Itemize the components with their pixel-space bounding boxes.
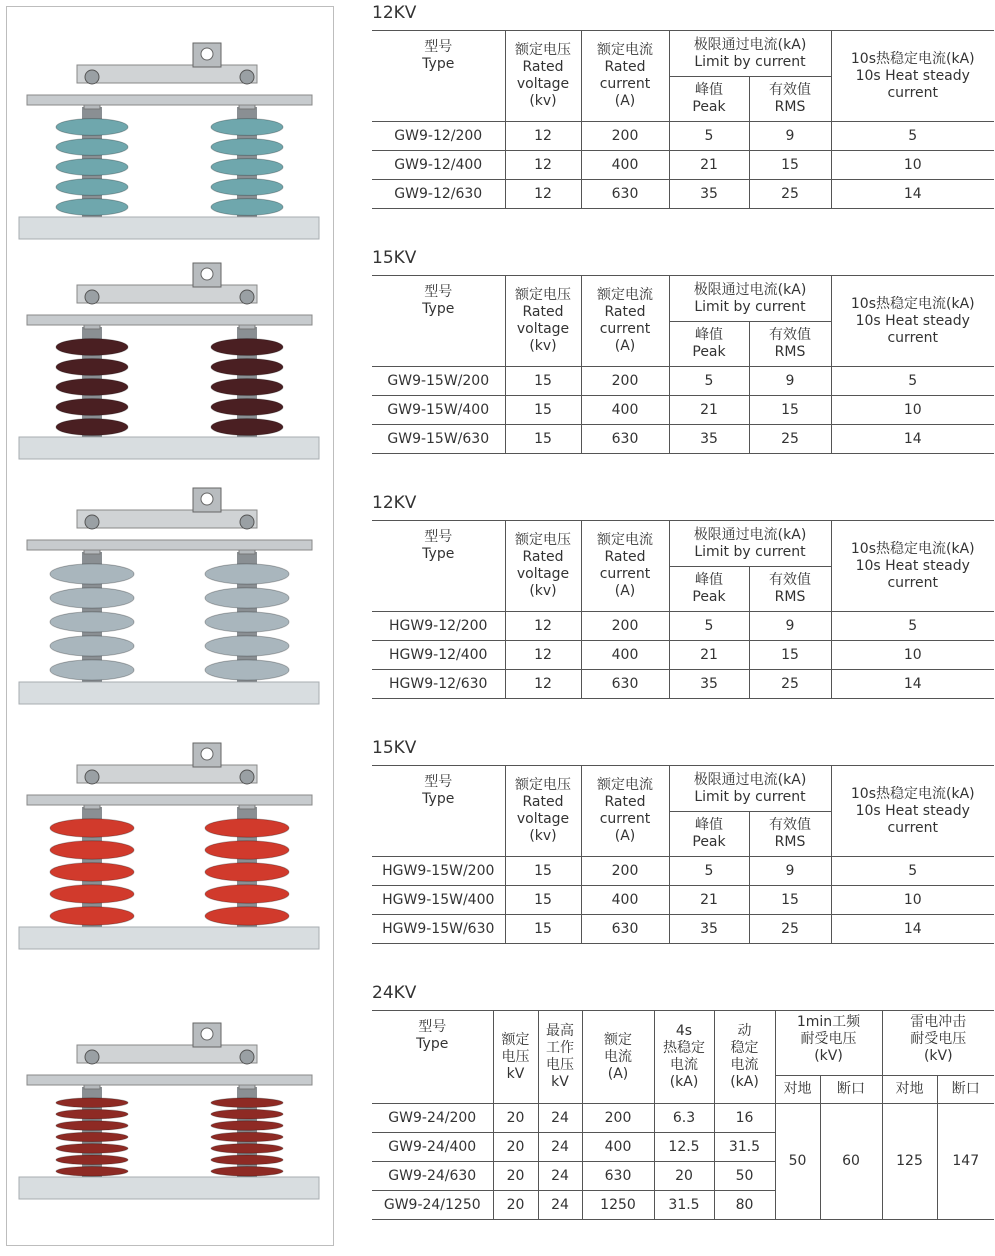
insulator-shed [56, 359, 128, 376]
table-cell: 5 [669, 122, 749, 151]
table-cell: 50 [714, 1162, 775, 1191]
table-cell: GW9-24/630 [372, 1162, 493, 1191]
table-cell: 12 [505, 122, 581, 151]
insulator-shed [211, 399, 283, 416]
insulator-shed [56, 1121, 128, 1131]
insulator-shed [205, 863, 289, 881]
insulator-shed [211, 199, 283, 216]
insulator-shed [50, 885, 134, 903]
contact-blade [77, 510, 257, 528]
table-cell: 15 [749, 886, 831, 915]
table-cell: 5 [669, 367, 749, 396]
hinge-bolt [240, 290, 254, 304]
table-cell: 14 [831, 180, 994, 209]
hook-hole [201, 268, 213, 280]
section-title: 12KV [372, 493, 417, 513]
table-cell: 200 [582, 1104, 654, 1133]
table-cell: GW9-12/400 [372, 151, 505, 180]
insulator-shed [56, 1144, 128, 1154]
table-cell: 25 [749, 180, 831, 209]
table-cell: 15 [749, 396, 831, 425]
header-rated-voltage: 额定 电压 kV [493, 1011, 538, 1104]
table-cell: 24 [538, 1133, 582, 1162]
insulator-shed [205, 612, 289, 632]
table-cell: 6.3 [654, 1104, 714, 1133]
insulator-shed [211, 359, 283, 376]
table-cell: 15 [749, 151, 831, 180]
header-rated-current: 额定电流 Rated current (A) [581, 521, 669, 612]
table-cell: 20 [654, 1162, 714, 1191]
table-cell: HGW9-15W/400 [372, 886, 505, 915]
insulator-shed [50, 564, 134, 584]
table-row [372, 886, 994, 915]
table-cell: 31.5 [654, 1191, 714, 1220]
insulator-shed [211, 339, 283, 356]
table-cell: 12 [505, 670, 581, 699]
table-cell: 31.5 [714, 1133, 775, 1162]
table-cell: GW9-15W/630 [372, 425, 505, 454]
product-photo-panel [6, 6, 334, 1246]
header-peak: 峰值 Peak [669, 77, 749, 122]
contact-blade [77, 285, 257, 303]
table-cell: 80 [714, 1191, 775, 1220]
table-cell: 5 [831, 612, 994, 641]
insulator-shed [205, 636, 289, 656]
insulator-shed [205, 588, 289, 608]
table-cell: 9 [749, 857, 831, 886]
table-cell: 15 [505, 396, 581, 425]
header-type: 型号 Type [372, 276, 505, 367]
table-cell: 20 [493, 1162, 538, 1191]
header-power-freq: 1min工频 耐受电压 (kV) [775, 1011, 882, 1076]
hinge-bolt [85, 515, 99, 529]
table-cell: 20 [493, 1104, 538, 1133]
table-cell: 9 [749, 122, 831, 151]
table-cell: 5 [831, 857, 994, 886]
product-photo-1 [7, 37, 335, 247]
table-row [372, 151, 994, 180]
table-cell: 25 [749, 670, 831, 699]
hinge-bolt [240, 770, 254, 784]
table-cell: 24 [538, 1162, 582, 1191]
header-rated-current: 额定电流 Rated current (A) [581, 766, 669, 857]
table-cell: 14 [831, 670, 994, 699]
base-channel [19, 927, 319, 949]
header-rated-voltage: 额定电压 Rated voltage (kv) [505, 521, 581, 612]
table-cell: 630 [581, 425, 669, 454]
table-cell: 630 [581, 915, 669, 944]
table-cell: 5 [831, 367, 994, 396]
table-cell: 9 [749, 367, 831, 396]
hinge-bolt [85, 770, 99, 784]
insulator-shed [50, 612, 134, 632]
terminal-bar [27, 95, 312, 105]
table-cell: 10 [831, 886, 994, 915]
shared-cell: 125 [882, 1104, 937, 1220]
insulator-shed [50, 841, 134, 859]
base-channel [19, 1177, 319, 1199]
section-title: 12KV [372, 3, 417, 23]
header-rms: 有效值 RMS [749, 567, 831, 612]
table-cell: 24 [538, 1191, 582, 1220]
insulator-shed [50, 863, 134, 881]
table-row [372, 915, 994, 944]
table-cell: 10 [831, 151, 994, 180]
table-cell: HGW9-12/400 [372, 641, 505, 670]
header-type: 型号 Type [372, 766, 505, 857]
table-cell: 35 [669, 180, 749, 209]
header-rms: 有效值 RMS [749, 322, 831, 367]
table-cell: 630 [582, 1162, 654, 1191]
table-cell: 200 [581, 612, 669, 641]
header-lightning: 雷电冲击 耐受电压 (kV) [882, 1011, 994, 1076]
table-cell: 35 [669, 425, 749, 454]
hook-hole [201, 1028, 213, 1040]
table-cell: 5 [831, 122, 994, 151]
table-cell: 400 [581, 396, 669, 425]
base-channel [19, 217, 319, 239]
header-type: 型号 Type [372, 521, 505, 612]
terminal-bar [27, 540, 312, 550]
spec-table [372, 765, 994, 944]
header-max-voltage: 最高 工作 电压 kV [538, 1011, 582, 1104]
table-cell: GW9-12/200 [372, 122, 505, 151]
insulator-shed [211, 1098, 283, 1108]
table-cell: 20 [493, 1133, 538, 1162]
header-heat-steady: 10s热稳定电流(kA) 10s Heat steady current [831, 766, 994, 857]
table-cell: 5 [669, 857, 749, 886]
contact-blade [77, 1045, 257, 1063]
table-row [372, 367, 994, 396]
table-cell: 16 [714, 1104, 775, 1133]
insulator-shed [56, 1155, 128, 1165]
table-cell: 25 [749, 425, 831, 454]
table-cell: 21 [669, 886, 749, 915]
insulator-shed [205, 907, 289, 925]
table-cell: HGW9-12/200 [372, 612, 505, 641]
table-cell: GW9-12/630 [372, 180, 505, 209]
header-4s-heat: 4s 热稳定 电流 (kA) [654, 1011, 714, 1104]
insulator-shed [211, 159, 283, 176]
contact-blade [77, 765, 257, 783]
table-cell: 200 [581, 122, 669, 151]
section-title: 24KV [372, 983, 417, 1003]
insulator-shed [56, 199, 128, 216]
header-rated-current: 额定电流 Rated current (A) [581, 276, 669, 367]
terminal-bar [27, 1075, 312, 1085]
insulator-shed [211, 379, 283, 396]
header-heat-steady: 10s热稳定电流(kA) 10s Heat steady current [831, 276, 994, 367]
table-cell: 10 [831, 641, 994, 670]
header-rated-current: 额定电流 Rated current (A) [581, 31, 669, 122]
insulator-shed [56, 419, 128, 436]
hinge-bolt [240, 515, 254, 529]
table-cell: 21 [669, 151, 749, 180]
table-cell: GW9-15W/400 [372, 396, 505, 425]
insulator-shed [211, 1166, 283, 1176]
table-cell: HGW9-15W/200 [372, 857, 505, 886]
table-cell: GW9-15W/200 [372, 367, 505, 396]
header-peak: 峰值 Peak [669, 812, 749, 857]
header-heat-steady: 10s热稳定电流(kA) 10s Heat steady current [831, 31, 994, 122]
section-title: 15KV [372, 738, 417, 758]
base-channel [19, 682, 319, 704]
table-cell: 200 [581, 857, 669, 886]
table-row [372, 122, 994, 151]
hinge-bolt [240, 70, 254, 84]
table-row [372, 857, 994, 886]
insulator-shed [211, 139, 283, 156]
insulator-shed [56, 1098, 128, 1108]
table-cell: 630 [581, 180, 669, 209]
table-cell: GW9-24/200 [372, 1104, 493, 1133]
base-channel [19, 437, 319, 459]
header-rated-voltage: 额定电压 Rated voltage (kv) [505, 276, 581, 367]
header-to-ground: 对地 [882, 1076, 937, 1104]
header-limit-current: 极限通过电流(kA) Limit by current [669, 521, 831, 567]
insulator-shed [56, 119, 128, 136]
header-type: 型号 Type [372, 1011, 493, 1104]
table-cell: 12 [505, 151, 581, 180]
product-photo-3 [7, 482, 335, 712]
header-limit-current: 极限通过电流(kA) Limit by current [669, 276, 831, 322]
table-cell: 21 [669, 396, 749, 425]
insulator-shed [205, 819, 289, 837]
insulator-shed [56, 179, 128, 196]
shared-cell: 60 [820, 1104, 882, 1220]
header-limit-current: 极限通过电流(kA) Limit by current [669, 31, 831, 77]
header-rated-current: 额定 电流 (A) [582, 1011, 654, 1104]
insulator-shed [56, 379, 128, 396]
table-cell: 400 [581, 886, 669, 915]
insulator-shed [205, 660, 289, 680]
table-cell: 15 [505, 367, 581, 396]
table-cell: 400 [581, 151, 669, 180]
table-row [372, 425, 994, 454]
hinge-bolt [85, 290, 99, 304]
table-cell: GW9-24/400 [372, 1133, 493, 1162]
insulator-shed [56, 159, 128, 176]
table-cell: 15 [505, 857, 581, 886]
table-cell: 15 [505, 886, 581, 915]
table-cell: 5 [669, 612, 749, 641]
contact-blade [77, 65, 257, 83]
table-cell: 15 [505, 425, 581, 454]
table-cell: 21 [669, 641, 749, 670]
insulator-shed [211, 179, 283, 196]
hinge-bolt [85, 70, 99, 84]
table-cell: 10 [831, 396, 994, 425]
header-limit-current: 极限通过电流(kA) Limit by current [669, 766, 831, 812]
section-title: 15KV [372, 248, 417, 268]
insulator-shed [205, 885, 289, 903]
insulator-shed [56, 1166, 128, 1176]
table-cell: 24 [538, 1104, 582, 1133]
terminal-bar [27, 315, 312, 325]
table-row [372, 641, 994, 670]
table-cell: 400 [581, 641, 669, 670]
table-cell: 14 [831, 425, 994, 454]
header-rms: 有效值 RMS [749, 812, 831, 857]
shared-cell: 147 [937, 1104, 994, 1220]
table-cell: GW9-24/1250 [372, 1191, 493, 1220]
header-peak: 峰值 Peak [669, 322, 749, 367]
table-cell: 12 [505, 612, 581, 641]
table-cell: 25 [749, 915, 831, 944]
insulator-shed [56, 139, 128, 156]
insulator-shed [56, 399, 128, 416]
insulator-shed [50, 660, 134, 680]
header-across: 断口 [937, 1076, 994, 1104]
header-rated-voltage: 额定电压 Rated voltage (kv) [505, 31, 581, 122]
header-rated-voltage: 额定电压 Rated voltage (kv) [505, 766, 581, 857]
table-cell: 15 [749, 641, 831, 670]
insulator-shed [211, 1155, 283, 1165]
table-cell: 1250 [582, 1191, 654, 1220]
hinge-bolt [85, 1050, 99, 1064]
table-cell: 400 [582, 1133, 654, 1162]
header-heat-steady: 10s热稳定电流(kA) 10s Heat steady current [831, 521, 994, 612]
table-row [372, 612, 994, 641]
insulator-shed [56, 1109, 128, 1119]
product-photo-4 [7, 737, 335, 957]
table-cell: 12 [505, 641, 581, 670]
insulator-shed [50, 819, 134, 837]
table-cell: 12.5 [654, 1133, 714, 1162]
table-cell: 200 [581, 367, 669, 396]
insulator-shed [211, 1121, 283, 1131]
insulator-shed [211, 419, 283, 436]
table-cell: 15 [505, 915, 581, 944]
insulator-shed [205, 564, 289, 584]
product-photo-5 [7, 1017, 335, 1207]
header-to-ground: 对地 [775, 1076, 820, 1104]
table-cell: 14 [831, 915, 994, 944]
hook-hole [201, 48, 213, 60]
table-cell: HGW9-15W/630 [372, 915, 505, 944]
table-row [372, 1104, 994, 1133]
table-row [372, 670, 994, 699]
product-photo-2 [7, 257, 335, 467]
table-row [372, 396, 994, 425]
spec-table-24kv [372, 1010, 994, 1220]
table-cell: 20 [493, 1191, 538, 1220]
insulator-shed [211, 1132, 283, 1142]
shared-cell: 50 [775, 1104, 820, 1220]
insulator-shed [56, 1132, 128, 1142]
insulator-shed [50, 907, 134, 925]
hook-hole [201, 748, 213, 760]
hook-hole [201, 493, 213, 505]
insulator-shed [211, 1109, 283, 1119]
header-peak: 峰值 Peak [669, 567, 749, 612]
insulator-shed [205, 841, 289, 859]
insulator-shed [56, 339, 128, 356]
table-cell: 630 [581, 670, 669, 699]
header-type: 型号 Type [372, 31, 505, 122]
table-cell: 9 [749, 612, 831, 641]
table-row [372, 180, 994, 209]
insulator-shed [50, 588, 134, 608]
header-across: 断口 [820, 1076, 882, 1104]
table-cell: 12 [505, 180, 581, 209]
insulator-shed [211, 119, 283, 136]
hinge-bolt [240, 1050, 254, 1064]
table-cell: 35 [669, 915, 749, 944]
spec-table [372, 275, 994, 454]
insulator-shed [50, 636, 134, 656]
header-rms: 有效值 RMS [749, 77, 831, 122]
insulator-shed [211, 1144, 283, 1154]
table-cell: 35 [669, 670, 749, 699]
header-dynamic: 动 稳定 电流 (kA) [714, 1011, 775, 1104]
table-cell: HGW9-12/630 [372, 670, 505, 699]
spec-table [372, 30, 994, 209]
spec-table [372, 520, 994, 699]
terminal-bar [27, 795, 312, 805]
